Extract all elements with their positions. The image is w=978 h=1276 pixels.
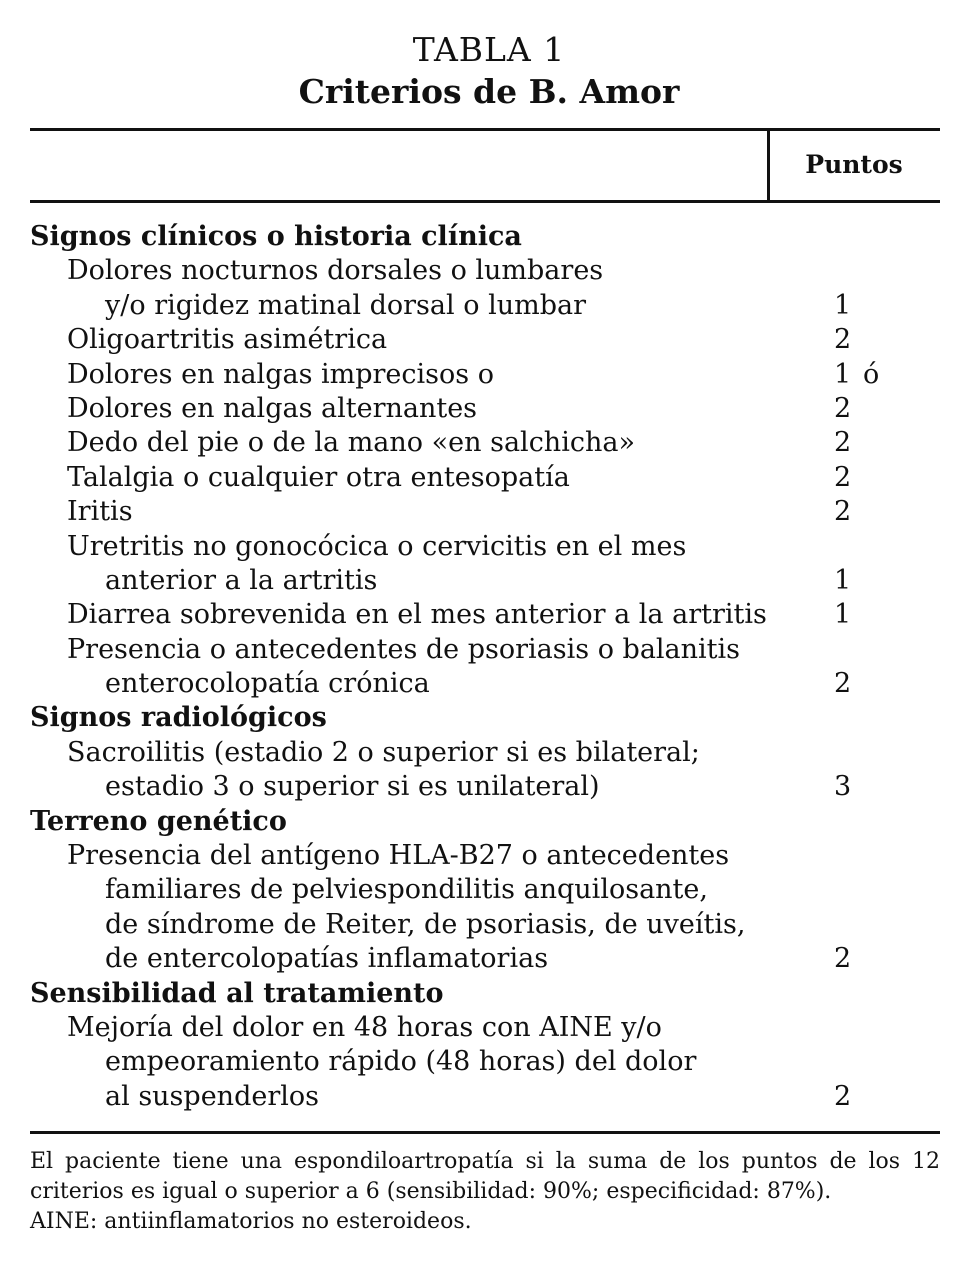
criterion-row — [30, 942, 940, 976]
header-rule — [30, 200, 940, 203]
criterion-text: al suspenderlos — [105, 1080, 319, 1112]
criterion-text: Diarrea sobrevenida en el mes anterior a la artritis — [67, 599, 767, 631]
criterion-points: 2 — [834, 324, 852, 356]
criterion-row — [30, 254, 940, 288]
criterion-row — [30, 1011, 940, 1045]
criterion-text: Uretritis no gonocócica o cervicitis en el mes — [67, 530, 687, 562]
section-heading-text: Sensibilidad al tratamiento — [30, 977, 444, 1009]
criterion-text: Sacroilitis (estadio 2 o superior si es bilateral; — [67, 736, 700, 768]
criterion-text: Presencia del antígeno HLA-B27 o antecedentes — [67, 840, 730, 872]
criterion-row — [30, 839, 940, 873]
criterion-row — [30, 633, 940, 667]
section-heading — [30, 805, 940, 839]
criterion-row — [30, 323, 940, 357]
section-heading — [30, 977, 940, 1011]
criterion-row — [30, 598, 940, 632]
footnote-criteria: El paciente tiene una espondiloartropatía si la suma de los puntos de los 12 criterios es igual o superior a 6 (sensibilidad: 90%; especificidad: 87%). — [30, 1149, 940, 1204]
criterion-row — [30, 667, 940, 701]
criterion-points: 2 — [834, 461, 852, 493]
criterion-text: de síndrome de Reiter, de psoriasis, de uveítis, — [105, 908, 746, 940]
top-rule — [30, 128, 940, 131]
criterion-text: Dolores en nalgas alternantes — [67, 392, 478, 424]
criterion-text: Iritis — [67, 496, 133, 528]
criterion-row — [30, 1080, 940, 1114]
criterion-points: 1 — [834, 599, 852, 631]
criterion-points: 1 — [834, 564, 852, 596]
section-heading-text: Terreno genético — [30, 805, 287, 837]
criterion-points: 1 — [834, 358, 852, 390]
criterion-points: 2 — [834, 392, 852, 424]
criterion-text: familiares de pelviespondilitis anquilosante, — [105, 874, 708, 906]
criterion-text: Dedo del pie o de la mano «en salchicha» — [67, 427, 635, 459]
criterion-row — [30, 289, 940, 323]
criterion-text: empeoramiento rápido (48 horas) del dolor — [105, 1046, 697, 1078]
criterion-text: Mejoría del dolor en 48 horas con AINE y/o — [67, 1011, 662, 1043]
criterion-row — [30, 1045, 940, 1079]
table-title: Criterios de B. Amor — [298, 72, 680, 111]
criterion-row — [30, 530, 940, 564]
criterion-row — [30, 358, 940, 392]
criterion-points: 2 — [834, 668, 852, 700]
criterion-points-alternative: ó — [863, 358, 880, 390]
criterion-row — [30, 461, 940, 495]
criterion-row — [30, 736, 940, 770]
criterion-text: estadio 3 o superior si es unilateral) — [105, 771, 600, 803]
section-heading — [30, 220, 940, 254]
criterion-text: Oligoartritis asimétrica — [67, 324, 388, 356]
table-number: TABLA 1 — [412, 30, 566, 69]
criterion-row — [30, 873, 940, 907]
criterion-points: 1 — [834, 289, 852, 321]
criterion-text: anterior a la artritis — [105, 564, 378, 596]
footnote-abbreviation: AINE: antiinflamatorios no esteroideos. — [30, 1209, 472, 1234]
criterion-row — [30, 908, 940, 942]
criterion-row — [30, 564, 940, 598]
table-body — [30, 220, 940, 1114]
criterion-points: 3 — [834, 771, 852, 803]
criterion-text: Dolores nocturnos dorsales o lumbares — [67, 255, 604, 287]
criterion-row — [30, 770, 940, 804]
criterion-row — [30, 495, 940, 529]
footnote — [30, 1147, 940, 1237]
section-heading-text: Signos clínicos o historia clínica — [30, 221, 522, 252]
criterion-points: 2 — [834, 1080, 852, 1112]
criterion-points: 2 — [834, 496, 852, 528]
bottom-rule — [30, 1131, 940, 1134]
points-column-header: Puntos — [805, 150, 903, 179]
criterion-text: de entercolopatías inflamatorias — [105, 943, 549, 975]
criterion-text: y/o rigidez matinal dorsal o lumbar — [105, 289, 586, 321]
criterion-row — [30, 426, 940, 460]
criterion-text: Dolores en nalgas imprecisos o — [67, 358, 494, 390]
criterion-text: enterocolopatía crónica — [105, 668, 430, 700]
criterion-points: 2 — [834, 943, 852, 975]
section-heading-text: Signos radiológicos — [30, 702, 327, 734]
criterion-row — [30, 392, 940, 426]
section-heading — [30, 701, 940, 735]
criterion-text: Talalgia o cualquier otra entesopatía — [67, 461, 570, 493]
criterion-points: 2 — [834, 427, 852, 459]
criterion-text: Presencia o antecedentes de psoriasis o balanitis — [67, 633, 741, 665]
